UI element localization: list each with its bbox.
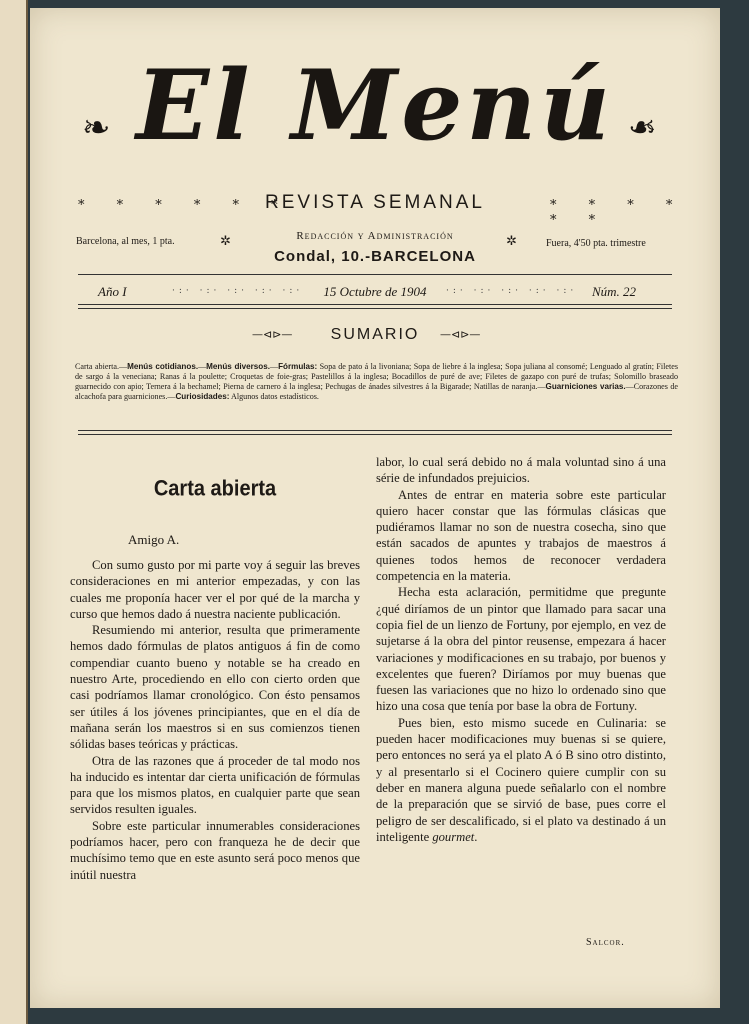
article-title: Carta abierta [153, 476, 277, 502]
sumario-item: — [270, 362, 279, 371]
article-paragraph: Con sumo gusto por mi parte voy á seguir las breves consideraciones en mi anterior empezadas, y con las cuales me proponía hacer ver el por qué de la marcha y curso que hemos dado á nuestra naciente publicación. [70, 558, 360, 621]
sumario-item: Sopa de pato á la livoniana; Sopa de liebre á la inglesa; Sopa juliana al consomé; Lenguado al gratín; Filetes de sargo á la veneciana; Ranas á la poulette; Croquetas de foie-gras; Pastelillos á la inglesa; Bocadillos de puré de ave; Filetes de gazapo con puré de trufas; Solomillo braseado guarnecido con apio; Ternera á la bechamel; Pierna de carnero á la inglesa; Pechugas de ánades silvestres á la Bigarade; Natillas de naranja.— [75, 362, 678, 391]
newspaper-page [30, 8, 720, 1008]
article-paragraph: Antes de entrar en materia sobre este particular quiero hacer constar que las fórmulas clásicas que pudiéramos llamar no son de nuestra cosecha, sino que están sacados de apuntes y trabajos de maestros á quienes todos hemos de reconocer verdadera competencia en la materia. [376, 487, 666, 584]
right-continuation: labor, lo cual será debido no á mala voluntad sino á una série de infundados prejuicios. [376, 455, 666, 486]
article-left-column [70, 557, 360, 883]
paragraph-end: . [474, 829, 478, 844]
signature: Salcor. [586, 937, 625, 948]
rule-sumario-bottom [78, 430, 672, 435]
dots-left: ·:· ·:· ·:· ·:· ·:· [172, 286, 304, 296]
sumario-section: Menús cotidianos. [127, 362, 199, 371]
paragraph-text: Pues bien, esto mismo sucede en Culinaria: se pueden hacer modificaciones muy buenas si se quiere, pero entonces no será ya el plato A ó B sino otro distinto, y al presentarlo si el Cocinero quiere cumplir con su deber en manera alguna puede señalarlo con el nombre de la preparación que se sirvió de base, pues corre el peligro de ser descalificado, si el plato va destinado á un inteligente [376, 715, 666, 844]
sumario-item: Carta abierta.— [75, 362, 128, 371]
issue-number: Núm. 22 [592, 284, 637, 299]
issue-year: Año I [98, 284, 127, 299]
redaccion-label: Redacción y Administración [296, 230, 454, 242]
sumario-section: Fórmulas: [278, 362, 318, 371]
sumario-item: — [198, 362, 207, 371]
article-paragraph: Hecha esta aclaración, permitidme que pregunte ¿qué diríamos de un pintor que llamado para sacar una copia fiel de un lienzo de Fortuny, por ejemplo, en vez de sujetarse á la obra del pintor reusense, empezara á hacer variaciones y modificaciones en su trabajo, por buenos y excelentes que fueren? Diríamos por muy buenas que fuesen las variaciones que no hizo lo ordenado sino que hizo una cosa que tenía por base la obra de Fortuny. [376, 585, 666, 714]
sumario-deco-right-icon: —⊲⊳— [440, 328, 481, 341]
stars-left: * * * * * * [78, 198, 292, 213]
sumario-item: Algunos datos estadísticos. [229, 392, 319, 401]
leaf-ornament-left-icon: ❧ [82, 108, 111, 148]
issue-date: 15 Octubre de 1904 [323, 284, 427, 299]
salutation: Amigo A. [128, 532, 180, 547]
sumario-item: —Corazones de alcachofa para guarniciones.— [75, 382, 678, 401]
article-paragraph [376, 715, 666, 845]
sumario-section: Curiosidades: [175, 392, 230, 401]
book-spine [0, 0, 28, 1024]
rule-double [78, 304, 672, 309]
article-paragraph: Sobre este particular innumerables consideraciones podríamos hacer, pero con franqueza he de decir que muchísimo temo que en este asunto será poco menos que inútil nuestra [70, 818, 360, 882]
stars-right: * * * * * * [550, 198, 687, 228]
sumario-section: Guarniciones varias. [545, 382, 626, 391]
masthead-subtitle: REVISTA SEMANAL [265, 192, 485, 213]
rule-top [78, 274, 672, 275]
right-paragraphs [376, 487, 666, 715]
masthead-title: El Menú [136, 49, 614, 162]
flourish-left-icon: ✲ [220, 234, 231, 249]
article-right-column [376, 454, 666, 845]
leaf-ornament-right-icon: ❧ [628, 108, 657, 148]
price-local: Barcelona, al mes, 1 pta. [76, 236, 175, 247]
sumario-heading: SUMARIO [330, 326, 420, 343]
price-abroad: Fuera, 4'50 pta. trimestre [546, 238, 646, 249]
sumario-section: Menús diversos. [206, 362, 270, 371]
sumario-deco-left-icon: —⊲⊳— [252, 328, 293, 341]
flourish-right-icon: ✲ [506, 234, 517, 249]
address: Condal, 10.-BARCELONA [274, 248, 476, 265]
gourmet-word: gourmet [432, 829, 475, 844]
dots-right: ·:· ·:· ·:· ·:· ·:· [446, 286, 578, 296]
article-paragraph: Otra de las razones que á proceder de tal modo nos ha inducido es intentar dar cierta unificación de fórmulas para que los mismos platos, en cualquier parte que sean servidos resulten iguales. [70, 753, 360, 817]
article-paragraph: Resumiendo mi anterior, resulta que primeramente hemos dado fórmulas de platos antiguos á fin de como compendiar cuanto bueno y notable se ha creado en nuestro Arte, procediendo en ello con cierto orden que casi podríamos llamar cronológico. Con ésto pensamos ser útiles á los jóvenes principiantes, que en el día de mañana serán los maestros si en sus comienzos tienen sólidas bases teóricas y prácticas. [70, 623, 360, 752]
sumario-text [75, 362, 678, 402]
